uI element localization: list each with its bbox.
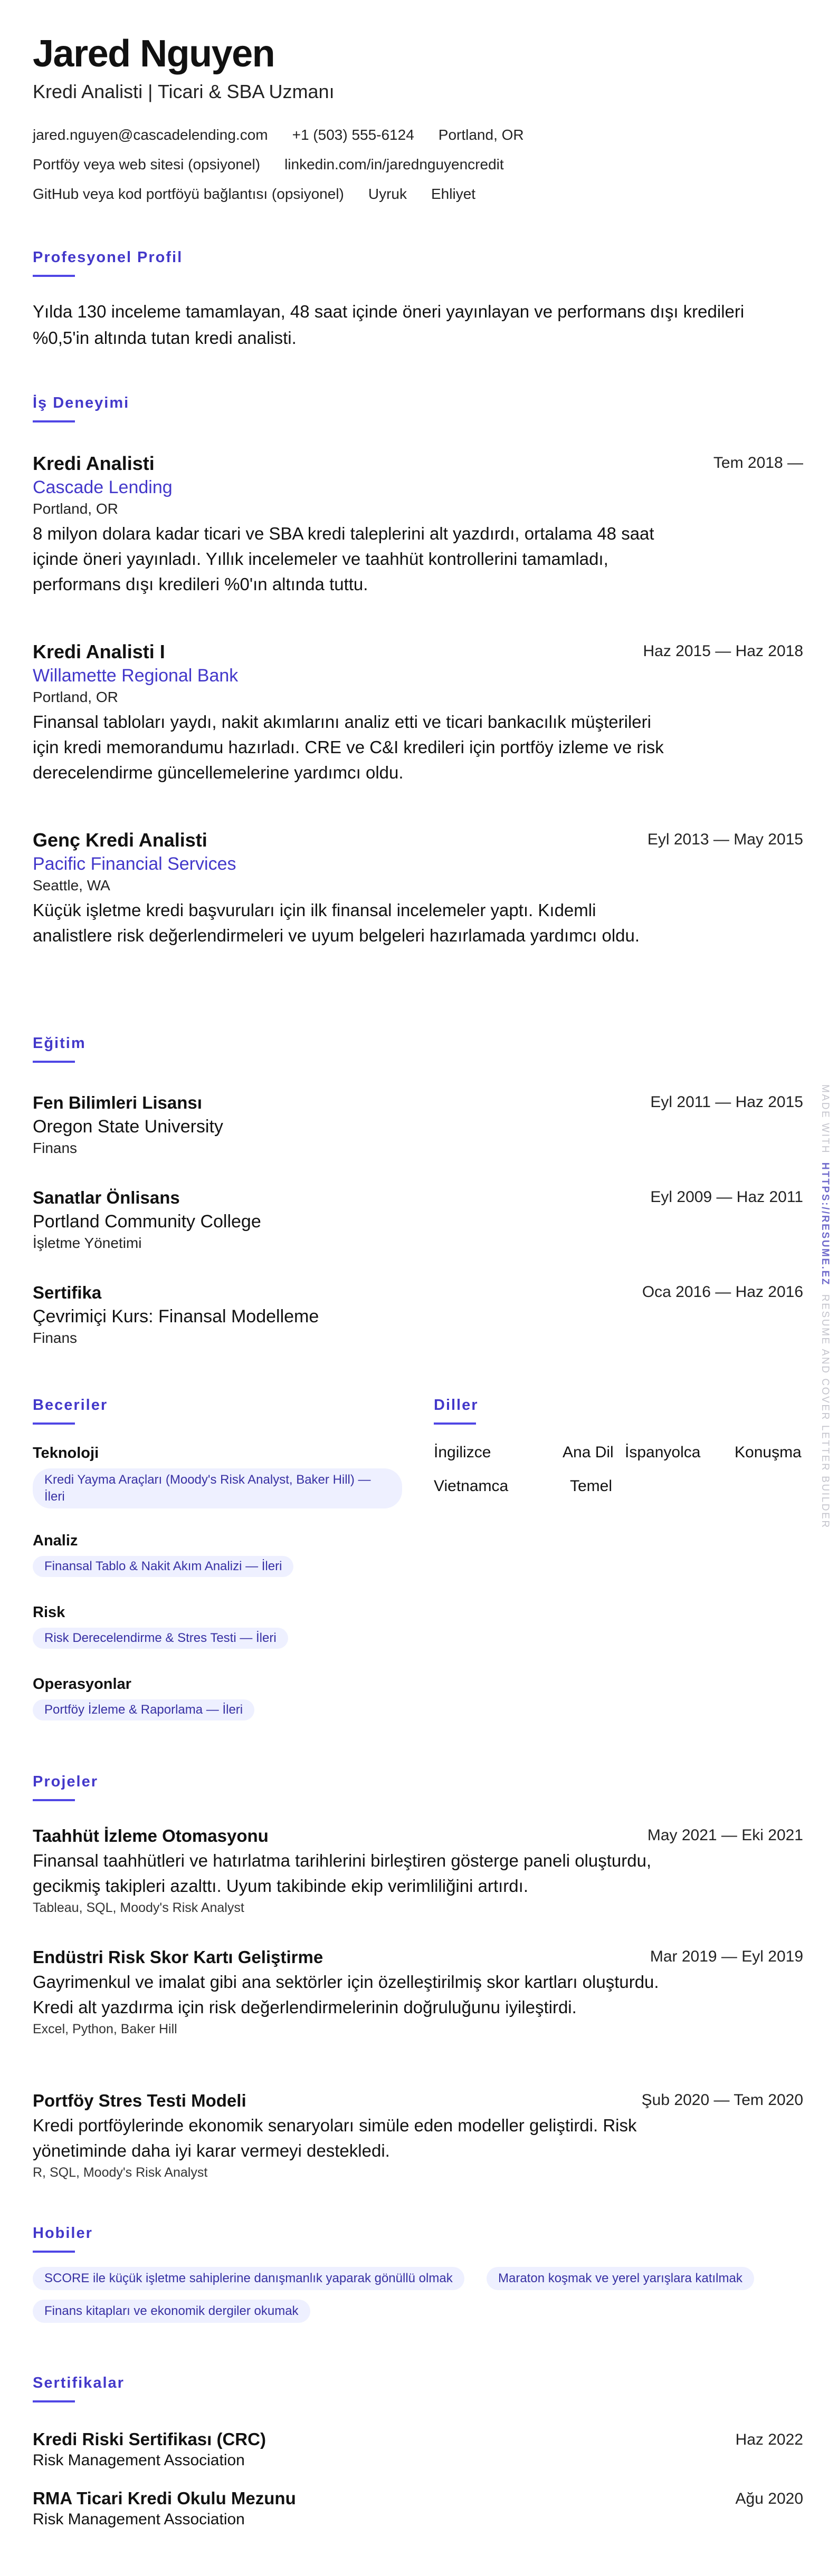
job-title: Genç Kredi Analisti bbox=[33, 829, 207, 851]
certificate-issuer: Risk Management Association bbox=[33, 2511, 245, 2528]
education-entry bbox=[33, 1281, 803, 1348]
watermark-link[interactable]: HTTPS://RESUME.EZ bbox=[820, 1162, 831, 1286]
skill-pill: Risk Derecelendirme & Stres Testi — İleri bbox=[33, 1628, 288, 1649]
contact-row-2 bbox=[33, 155, 528, 174]
skill-pill: Portföy İzleme & Raporlama — İleri bbox=[33, 1699, 254, 1720]
contact-row-1 bbox=[33, 126, 548, 145]
website-link[interactable]: Portföy veya web sitesi (opsiyonel) bbox=[33, 156, 261, 172]
company-name: Cascade Lending bbox=[33, 477, 173, 497]
degree-title: Fen Bilimleri Lisansı bbox=[33, 1093, 202, 1112]
degree-title: Sanatlar Önlisans bbox=[33, 1188, 180, 1207]
language-level: Ana Dil bbox=[563, 1444, 614, 1461]
section-rule bbox=[33, 1422, 75, 1425]
skill-pill: Finansal Tablo & Nakit Akım Analizi — İleri bbox=[33, 1556, 293, 1577]
school-name: Çevrimiçi Kurs: Finansal Modelleme bbox=[33, 1306, 319, 1327]
education-date: Eyl 2009 — Haz 2011 bbox=[650, 1188, 803, 1206]
candidate-headline: Kredi Analisti | Ticari & SBA Uzmanı bbox=[33, 81, 335, 102]
phone-link[interactable]: +1 (503) 555-6124 bbox=[292, 127, 414, 143]
project-date: Şub 2020 — Tem 2020 bbox=[641, 2091, 803, 2109]
experience-entry bbox=[33, 451, 803, 597]
section-title-experience: İş Deneyimi bbox=[33, 395, 130, 411]
education-date: Eyl 2011 — Haz 2015 bbox=[650, 1093, 803, 1111]
skill-group bbox=[33, 1674, 402, 1720]
section-rule bbox=[434, 1422, 476, 1425]
watermark-prefix: MADE WITH bbox=[820, 1084, 831, 1155]
project-title: Portföy Stres Testi Modeli bbox=[33, 2091, 246, 2110]
experience-entry bbox=[33, 828, 803, 948]
language-name: İspanyolca bbox=[625, 1444, 701, 1461]
project-tools: Excel, Python, Baker Hill bbox=[33, 2022, 177, 2036]
hobby-pill: SCORE ile küçük işletme sahiplerine danışmanlık yaparak gönüllü olmak bbox=[33, 2267, 464, 2290]
project-entry bbox=[33, 1824, 803, 1917]
project-tools: Tableau, SQL, Moody's Risk Analyst bbox=[33, 1900, 244, 1915]
project-description: Finansal taahhütleri ve hatırlatma tarihlerini birleştiren gösterge paneli oluşturdu, gecikmiş takipleri azalttı. Uyum takibinde ekip verimliliğini artırdı. bbox=[33, 1851, 652, 1896]
project-date: Mar 2019 — Eyl 2019 bbox=[650, 1948, 803, 1965]
project-description: Gayrimenkul ve imalat gibi ana sektörler için özelleştirilmiş skor kartları oluşturdu. Kredi alt yazdırma için risk değerlendirmelerinin doğruluğunu iyileştirdi. bbox=[33, 1972, 659, 2017]
company-name: Willamette Regional Bank bbox=[33, 666, 239, 686]
language-level: Konuşma bbox=[735, 1444, 802, 1461]
section-title-profile: Profesyonel Profil bbox=[33, 249, 183, 266]
job-date: Haz 2015 — Haz 2018 bbox=[643, 642, 803, 660]
section-rule bbox=[33, 275, 75, 277]
email-link[interactable]: jared.nguyen@cascadelending.com bbox=[33, 127, 268, 143]
skill-group bbox=[33, 1443, 402, 1508]
project-entry bbox=[33, 1945, 803, 2038]
section-rule bbox=[33, 1799, 75, 1801]
hobby-pill: Maraton koşmak ve yerel yarışlara katılmak bbox=[487, 2267, 754, 2290]
section-rule bbox=[33, 420, 75, 422]
license-text: Ehliyet bbox=[431, 186, 476, 202]
section-title-certificates: Sertifikalar bbox=[33, 2375, 125, 2391]
certificate-issuer: Risk Management Association bbox=[33, 2452, 245, 2469]
field-of-study: Finans bbox=[33, 1330, 78, 1346]
education-entry bbox=[33, 1186, 803, 1253]
section-title-projects: Projeler bbox=[33, 1773, 98, 1790]
contact-row-3 bbox=[33, 185, 500, 204]
job-title: Kredi Analisti bbox=[33, 453, 155, 474]
skill-category: Teknoloji bbox=[33, 1445, 99, 1462]
section-title-skills: Beceriler bbox=[33, 1397, 108, 1414]
certificate-name: RMA Ticari Kredi Okulu Mezunu bbox=[33, 2488, 296, 2508]
watermark-tagline: RESUME AND COVER LETTER BUILDER bbox=[820, 1294, 831, 1529]
school-name: Portland Community College bbox=[33, 1212, 261, 1232]
skill-category: Operasyonlar bbox=[33, 1676, 131, 1693]
field-of-study: İşletme Yönetimi bbox=[33, 1235, 142, 1251]
section-rule bbox=[33, 2400, 75, 2402]
certificate-name: Kredi Riski Sertifikası (CRC) bbox=[33, 2429, 266, 2449]
experience-entry bbox=[33, 640, 803, 785]
skill-group bbox=[33, 1602, 402, 1649]
job-title: Kredi Analisti I bbox=[33, 641, 165, 662]
language-name: İngilizce bbox=[434, 1444, 491, 1461]
job-description: Küçük işletme kredi başvuruları için ilk finansal incelemeler yaptı. Kıdemli analistlere risk değerlendirmeleri ve uyum belgeleri hazırlamada yardımcı oldu. bbox=[33, 900, 640, 945]
company-name: Pacific Financial Services bbox=[33, 854, 236, 874]
certificate-date: Haz 2022 bbox=[735, 2431, 803, 2448]
certificate-entry bbox=[33, 2487, 803, 2530]
skill-pill: Kredi Yayma Araçları (Moody's Risk Analyst, Baker Hill) — İleri bbox=[33, 1468, 402, 1508]
certificate-entry bbox=[33, 2428, 803, 2471]
job-location: Seattle, WA bbox=[33, 877, 110, 893]
candidate-name: Jared Nguyen bbox=[33, 33, 275, 75]
language-name: Vietnamca bbox=[434, 1477, 509, 1495]
project-title: Taahhüt İzleme Otomasyonu bbox=[33, 1826, 269, 1846]
project-entry bbox=[33, 2089, 803, 2181]
location-text: Portland, OR bbox=[438, 127, 524, 143]
job-location: Portland, OR bbox=[33, 689, 118, 705]
github-link[interactable]: GitHub veya kod portföyü bağlantısı (opsiyonel) bbox=[33, 186, 344, 202]
language-level: Temel bbox=[570, 1477, 613, 1495]
builder-watermark bbox=[819, 1084, 831, 1529]
linkedin-link[interactable]: linkedin.com/in/jarednguyencredit bbox=[284, 156, 504, 172]
section-rule bbox=[33, 1061, 75, 1063]
skill-category: Analiz bbox=[33, 1532, 78, 1549]
project-title: Endüstri Risk Skor Kartı Geliştirme bbox=[33, 1947, 323, 1967]
hobby-pill: Finans kitapları ve ekonomik dergiler okumak bbox=[33, 2300, 310, 2323]
section-title-languages: Diller bbox=[434, 1397, 479, 1414]
skill-category: Risk bbox=[33, 1604, 65, 1621]
section-title-hobbies: Hobiler bbox=[33, 2225, 93, 2242]
nationality-text: Uyruk bbox=[368, 186, 407, 202]
job-date: Eyl 2013 — May 2015 bbox=[647, 831, 803, 848]
education-date: Oca 2016 — Haz 2016 bbox=[642, 1283, 803, 1301]
project-date: May 2021 — Eki 2021 bbox=[647, 1827, 803, 1844]
degree-title: Sertifika bbox=[33, 1283, 102, 1302]
project-tools: R, SQL, Moody's Risk Analyst bbox=[33, 2165, 208, 2180]
job-location: Portland, OR bbox=[33, 501, 118, 517]
education-entry bbox=[33, 1091, 803, 1158]
job-date: Tem 2018 — bbox=[713, 454, 803, 472]
job-description: Finansal tabloları yaydı, nakit akımlarını analiz etti ve ticari bankacılık müşterileri için kredi memorandumu hazırladı. CRE ve C&I kredileri için portföy izleme ve risk derecelendirme güncellemelerine yardımcı oldu. bbox=[33, 712, 664, 782]
profile-summary: Yılda 130 inceleme tamamlayan, 48 saat içinde öneri yayınlayan ve performans dışı kredileri %0,5'in altında tutan kredi analisti. bbox=[33, 302, 745, 348]
certificate-date: Ağu 2020 bbox=[735, 2490, 803, 2507]
section-title-education: Eğitim bbox=[33, 1035, 86, 1052]
school-name: Oregon State University bbox=[33, 1117, 223, 1137]
job-description: 8 milyon dolara kadar ticari ve SBA kredi taleplerini alt yazdırdı, ortalama 48 saat içinde öneri yayınladı. Yıllık incelemeler ve taahhüt kontrollerini tamamladı, performans dışı kredileri %0'ın altında tuttu. bbox=[33, 524, 654, 594]
project-description: Kredi portföylerinde ekonomik senaryoları simüle eden modeller geliştirdi. Risk yönetiminde daha iyi karar vermeyi destekledi. bbox=[33, 2116, 637, 2160]
field-of-study: Finans bbox=[33, 1140, 78, 1156]
section-rule bbox=[33, 2251, 75, 2253]
skill-group bbox=[33, 1531, 402, 1577]
